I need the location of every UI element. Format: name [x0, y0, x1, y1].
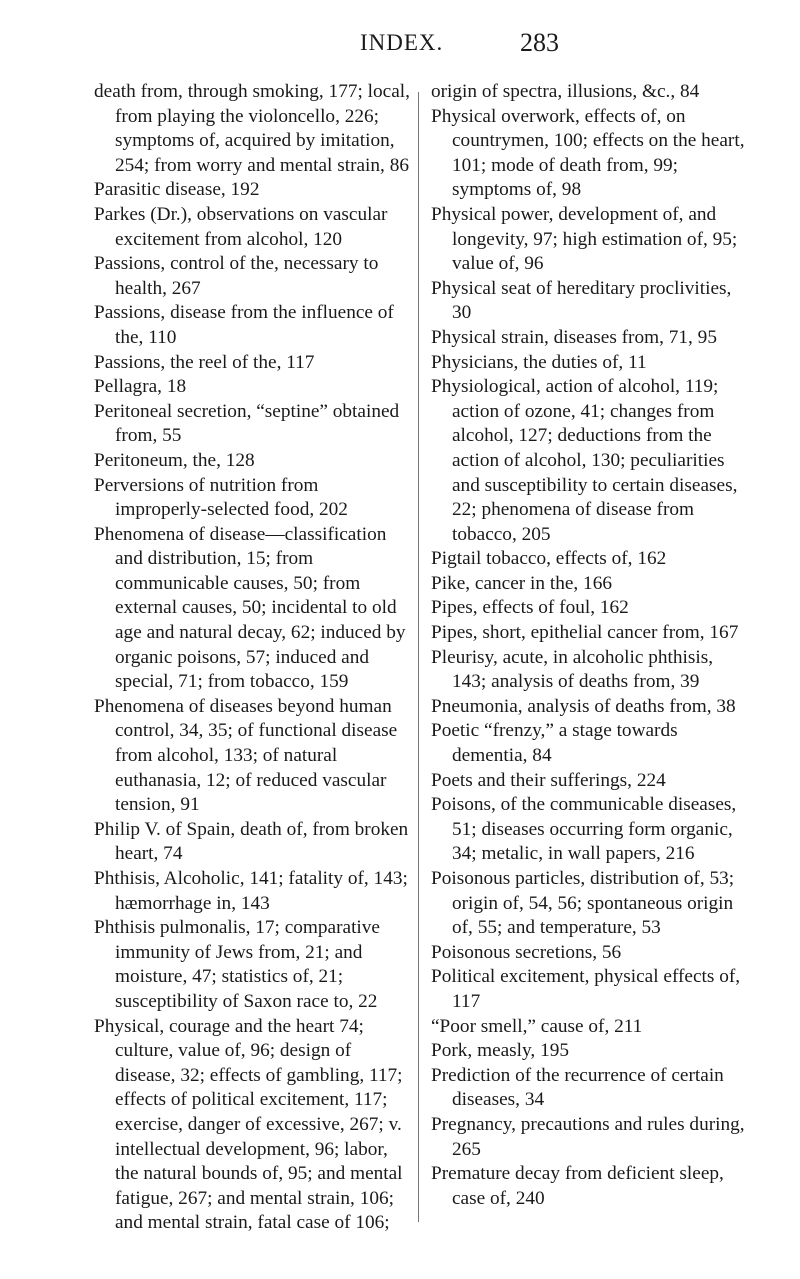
- index-entry: Physical seat of hereditary proclivities, 30: [431, 277, 732, 324]
- index-entry: Peritoneum, the, 128: [94, 449, 255, 471]
- running-title: INDEX.: [360, 30, 444, 55]
- left-column: [94, 80, 410, 1236]
- index-entry: Phenomena of disease—classification and distribution, 15; from communicable causes, 50; from external causes, 50; incidental to old age and natural decay, 62; induced by organic poisons, 57; induced and special, 71; from tobacco, 159: [94, 523, 406, 693]
- index-entry: Pike, cancer in the, 166: [431, 572, 612, 594]
- right-column: [431, 80, 747, 1211]
- index-entry: Pneumonia, analysis of deaths from, 38: [431, 695, 736, 717]
- index-entry: Phthisis pulmonalis, 17; comparative immunity of Jews from, 21; and moisture, 47; statistics of, 21; susceptibility of Saxon race to, 22: [94, 917, 380, 1012]
- index-entry: Pork, measly, 195: [431, 1040, 569, 1062]
- index-entry: Physical, courage and the heart 74; culture, value of, 96; design of disease, 32; effects of gambling, 117; effects of political excitement, 117; exercise, danger of excessive, 267; v. intellectual development, 96; labor, the natural bounds of, 95; and mental fatigue, 267; and mental strain, 106; and mental strain, fatal case of 106;: [94, 1015, 403, 1234]
- index-entry: Poets and their sufferings, 224: [431, 769, 666, 791]
- index-entry: Physical overwork, effects of, on countrymen, 100; effects on the heart, 101; mode of death from, 99; symptoms of, 98: [431, 105, 745, 201]
- index-entry: Pipes, short, epithelial cancer from, 167: [431, 622, 739, 644]
- index-entry: Passions, disease from the influence of the, 110: [94, 302, 394, 348]
- column-divider: [418, 92, 419, 1222]
- index-entry: Pregnancy, precautions and rules during, 265: [431, 1113, 745, 1160]
- index-entry: Peritoneal secretion, “septine” obtained from, 55: [94, 400, 400, 447]
- page-header: [0, 24, 800, 64]
- index-entry: Premature decay from deficient sleep, case of, 240: [431, 1163, 724, 1209]
- index-entry: Physical strain, diseases from, 71, 95: [431, 326, 717, 348]
- index-entry: Perversions of nutrition from improperly-selected food, 202: [94, 474, 348, 521]
- index-entry: death from, through smoking, 177; local, from playing the violoncello, 226; symptoms of, acquired by imitation, 254; from worry and mental strain, 86: [94, 81, 410, 176]
- index-entry: Pleurisy, acute, in alcoholic phthisis, 143; analysis of deaths from, 39: [431, 646, 714, 693]
- index-entry: Poisons, of the communicable diseases, 51; diseases occurring form organic, 34; metalic, in wall papers, 216: [431, 794, 737, 865]
- index-entry: Passions, control of the, necessary to health, 267: [94, 253, 379, 299]
- index-entry: Physical power, development of, and longevity, 97; high estimation of, 95; value of, 96: [431, 203, 738, 275]
- index-entry: Poetic “frenzy,” a stage towards dementia, 84: [431, 720, 678, 767]
- index-entry: Parasitic disease, 192: [94, 179, 260, 201]
- index-entry: Poisonous particles, distribution of, 53; origin of, 54, 56; spontaneous origin of, 55; and temperature, 53: [431, 868, 735, 939]
- index-entry: Phenomena of diseases beyond human control, 34, 35; of functional disease from alcohol, 133; of natural euthanasia, 12; of reduced vascular tension, 91: [94, 695, 398, 816]
- index-entry: Philip V. of Spain, death of, from broken heart, 74: [94, 818, 409, 865]
- index-entry: Prediction of the recurrence of certain diseases, 34: [431, 1064, 724, 1111]
- index-entry: Parkes (Dr.), observations on vascular excitement from alcohol, 120: [94, 203, 388, 250]
- index-entry: Poisonous secretions, 56: [431, 941, 622, 963]
- index-entry: Passions, the reel of the, 117: [94, 351, 315, 373]
- index-entry: Pipes, effects of foul, 162: [431, 597, 629, 619]
- index-entry: Pigtail tobacco, effects of, 162: [431, 548, 667, 570]
- index-entry: Political excitement, physical effects of, 117: [431, 966, 741, 1012]
- index-entry: Pellagra, 18: [94, 376, 187, 398]
- index-entry: Physiological, action of alcohol, 119; action of ozone, 41; changes from alcohol, 127; deductions from the action of alcohol, 130; peculiarities and susceptibility to certain diseases, 22; phenomena of disease from tobacco, 205: [431, 376, 738, 545]
- index-entry: Physicians, the duties of, 11: [431, 351, 647, 373]
- page-number: 283: [520, 28, 559, 57]
- index-entry: origin of spectra, illusions, &c., 84: [431, 81, 700, 102]
- index-entry: Phthisis, Alcoholic, 141; fatality of, 143; hæmorrhage in, 143: [94, 868, 408, 914]
- index-entry: “Poor smell,” cause of, 211: [431, 1015, 643, 1037]
